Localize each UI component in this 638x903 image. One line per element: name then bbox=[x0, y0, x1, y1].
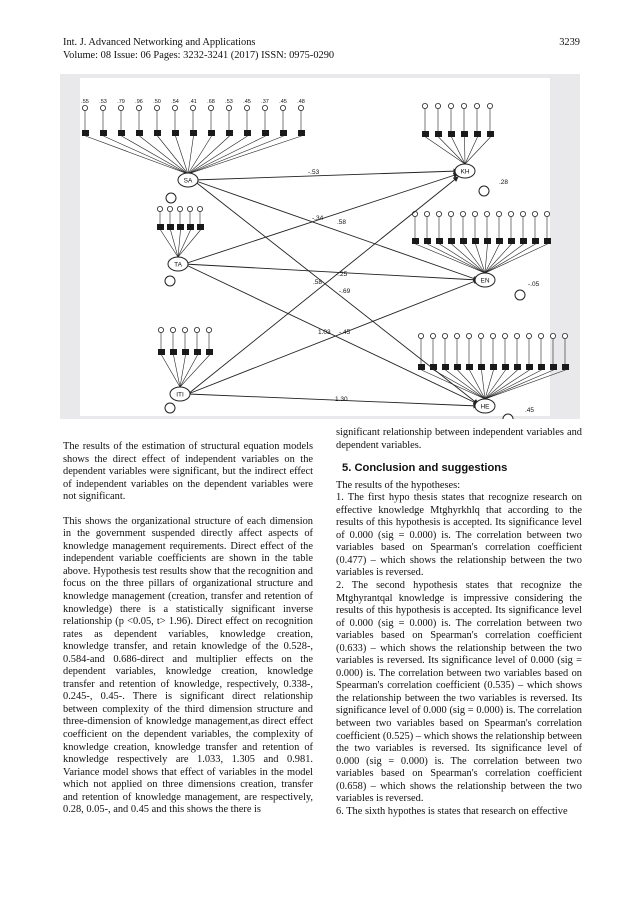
he-indicator-1 bbox=[418, 364, 425, 370]
sa-loading-label-2: .53 bbox=[99, 99, 107, 105]
kh-indicator-5 bbox=[474, 131, 481, 137]
section-heading-conclusion: 5. Conclusion and suggestions bbox=[342, 462, 508, 475]
iti-error-5 bbox=[206, 327, 211, 332]
left-text-column bbox=[63, 441, 313, 817]
kh-error-6 bbox=[487, 103, 492, 108]
dependent-he-label: HE bbox=[480, 403, 490, 411]
he-error-10 bbox=[526, 333, 531, 338]
en-indicator-1 bbox=[412, 238, 419, 244]
ta-indicator-3 bbox=[177, 224, 184, 230]
he-error-3 bbox=[442, 333, 447, 338]
error-circle-kh bbox=[479, 186, 489, 196]
he-indicator-3 bbox=[442, 364, 449, 370]
en-indicator-2 bbox=[424, 238, 431, 244]
he-indicator-11 bbox=[538, 364, 545, 370]
ta-error-3 bbox=[177, 206, 182, 211]
en-indicator-7 bbox=[484, 238, 491, 244]
ta-error-2 bbox=[167, 206, 172, 211]
he-error-11 bbox=[538, 333, 543, 338]
iti-indicator-3 bbox=[182, 349, 189, 355]
en-error-10 bbox=[520, 211, 525, 216]
en-indicator-10 bbox=[520, 238, 527, 244]
en-error-11 bbox=[532, 211, 537, 216]
en-error-8 bbox=[496, 211, 501, 216]
he-error-9 bbox=[514, 333, 519, 338]
label-ta-en: -.25 bbox=[336, 271, 348, 278]
en-indicator-4 bbox=[448, 238, 455, 244]
kh-error-1 bbox=[422, 103, 427, 108]
latent-iti-label: ITI bbox=[176, 391, 184, 399]
en-error-5 bbox=[460, 211, 465, 216]
error-circle-ta bbox=[165, 276, 175, 286]
en-error-1 bbox=[412, 211, 417, 216]
he-indicator-13 bbox=[562, 364, 569, 370]
error-circle-en bbox=[515, 290, 525, 300]
dependent-en-label: EN bbox=[480, 277, 490, 285]
ta-indicator-5 bbox=[197, 224, 204, 230]
he-indicator-6 bbox=[478, 364, 485, 370]
he-error-12 bbox=[550, 333, 555, 338]
sa-loading-label-12: .45 bbox=[279, 99, 287, 105]
sa-error-2 bbox=[100, 105, 105, 110]
sa-indicator-6 bbox=[172, 130, 179, 136]
sa-loading-label-1: .55 bbox=[81, 99, 89, 105]
ta-error-1 bbox=[157, 206, 162, 211]
en-error-4 bbox=[448, 211, 453, 216]
en-error-6 bbox=[472, 211, 477, 216]
en-indicator-5 bbox=[460, 238, 467, 244]
iti-indicator-1 bbox=[158, 349, 165, 355]
he-indicator-4 bbox=[454, 364, 461, 370]
sa-error-8 bbox=[208, 105, 213, 110]
sa-error-1 bbox=[82, 105, 87, 110]
sa-error-10 bbox=[244, 105, 249, 110]
dependent-kh-label: KH bbox=[460, 168, 470, 176]
sa-loading-label-5: .50 bbox=[153, 99, 161, 105]
kh-error-3 bbox=[448, 103, 453, 108]
sa-indicator-12 bbox=[280, 130, 287, 136]
hypothesis-1: 1. The first hypo thesis states that recognize research on effective knowledge Mtghyrkhlq that according to the results of this hypothesis is accepted. Its significance level of 0.000 (sig = 0.000) is. The correlation between two variables based on Spearman's correlation coefficient (0.477) – which shows the relationship between the two variables is reversed. bbox=[336, 492, 582, 579]
ta-indicator-2 bbox=[167, 224, 174, 230]
he-error-6 bbox=[478, 333, 483, 338]
sa-error-11 bbox=[262, 105, 267, 110]
sa-indicator-5 bbox=[154, 130, 161, 136]
hypotheses-intro: The results of the hypotheses: bbox=[336, 479, 461, 491]
sa-indicator-8 bbox=[208, 130, 215, 136]
he-indicator-7 bbox=[490, 364, 497, 370]
hypothesis-6: 6. The sixth hypothes is states that research on effective bbox=[336, 805, 568, 817]
right-text-column bbox=[336, 427, 582, 818]
ta-error-4 bbox=[187, 206, 192, 211]
he-indicator-10 bbox=[526, 364, 533, 370]
sa-loading-label-13: .48 bbox=[297, 99, 305, 105]
he-indicator-8 bbox=[502, 364, 509, 370]
ta-indicator-1 bbox=[157, 224, 164, 230]
volume-info: Volume: 08 Issue: 06 Pages: 3232-3241 (2017) ISSN: 0975-0290 bbox=[63, 50, 335, 61]
sa-indicator-11 bbox=[262, 130, 269, 136]
sem-path-diagram bbox=[60, 74, 580, 419]
hypothesis-2: 2. The second hypothesis states that recognize the Mtghyrantqal knowledge is impressive considering the results of this hypothesis is accepted. Its significance level of 0.000 (sig = 0.000) is. The correlation between two variables based on Spearman's correlation coefficient (0.633) – which shows the relationship between the two variables is reversed. Its significance level of 0.000 (sig = 0.000) is. The correlation between two variables based on Spearman's correlation coefficient (0.535) – which shows the relationship between the two variables is reversed. Its significance level of 0.000 (sig = 0.000) is. The correlation between two variables based on Spearman's correlation coefficient (0.525) – which shows the relationship between the two variables is reversed. Its significance level of 0.000 (sig = 0.000) is. The correlation between two variables based on Spearman's correlation coefficient (0.658) – which shows the relationship between the two variables is reversed. bbox=[336, 580, 582, 805]
he-error-1 bbox=[418, 333, 423, 338]
en-indicator-8 bbox=[496, 238, 503, 244]
label-en-err: -.05 bbox=[528, 281, 540, 288]
iti-error-3 bbox=[182, 327, 187, 332]
paragraph-results: The results of the estimation of structural equation models shows the direct effect of independent variables on the dependent variables were significant, but the indirect effect of independent variables on the dependent variables were not significant. bbox=[63, 441, 313, 503]
sa-indicator-13 bbox=[298, 130, 305, 136]
en-indicator-6 bbox=[472, 238, 479, 244]
sa-error-6 bbox=[172, 105, 177, 110]
sa-indicator-10 bbox=[244, 130, 251, 136]
sa-error-12 bbox=[280, 105, 285, 110]
label-sa-kh: -.53 bbox=[308, 169, 320, 176]
label-kh-err: .28 bbox=[499, 179, 509, 186]
en-indicator-11 bbox=[532, 238, 539, 244]
kh-error-5 bbox=[474, 103, 479, 108]
sa-error-9 bbox=[226, 105, 231, 110]
sa-indicator-2 bbox=[100, 130, 107, 136]
iti-error-2 bbox=[170, 327, 175, 332]
he-error-2 bbox=[430, 333, 435, 338]
label-ta-kh: -.34 bbox=[312, 215, 324, 222]
he-error-7 bbox=[490, 333, 495, 338]
label-sa-en: .58 bbox=[337, 219, 347, 226]
kh-indicator-3 bbox=[448, 131, 455, 137]
sa-indicator-4 bbox=[136, 130, 143, 136]
sa-error-7 bbox=[190, 105, 195, 110]
en-error-12 bbox=[544, 211, 549, 216]
sa-loading-label-8: .68 bbox=[207, 99, 215, 105]
latent-sa-label: SA bbox=[183, 177, 193, 185]
en-indicator-9 bbox=[508, 238, 515, 244]
sa-loading-label-9: .53 bbox=[225, 99, 233, 105]
en-error-9 bbox=[508, 211, 513, 216]
en-error-2 bbox=[424, 211, 429, 216]
sa-loading-label-3: .79 bbox=[117, 99, 125, 105]
sa-indicator-9 bbox=[226, 130, 233, 136]
kh-indicator-2 bbox=[435, 131, 442, 137]
label-iti-en: -.45 bbox=[339, 329, 351, 336]
he-error-13 bbox=[562, 333, 567, 338]
paragraph-continued: significant relationship between independent variables and dependent variables. bbox=[336, 427, 582, 451]
sa-indicator-1 bbox=[82, 130, 89, 136]
label-ta-he: .58 bbox=[313, 279, 323, 286]
page-number: 3239 bbox=[559, 37, 580, 48]
en-error-7 bbox=[484, 211, 489, 216]
sa-loading-label-10: .45 bbox=[243, 99, 251, 105]
sa-loading-label-7: .41 bbox=[189, 99, 197, 105]
iti-indicator-2 bbox=[170, 349, 177, 355]
sa-indicator-3 bbox=[118, 130, 125, 136]
he-error-5 bbox=[466, 333, 471, 338]
label-sa-he: -.69 bbox=[339, 288, 351, 295]
label-iti-he: 1.30 bbox=[335, 396, 348, 403]
he-indicator-9 bbox=[514, 364, 521, 370]
he-error-4 bbox=[454, 333, 459, 338]
error-circle-sa bbox=[166, 193, 176, 203]
label-he-err: .45 bbox=[525, 407, 535, 414]
sa-loading-label-11: .37 bbox=[261, 99, 269, 105]
iti-error-1 bbox=[158, 327, 163, 332]
ta-error-5 bbox=[197, 206, 202, 211]
error-circle-iti bbox=[165, 403, 175, 413]
en-indicator-12 bbox=[544, 238, 551, 244]
iti-indicator-5 bbox=[206, 349, 213, 355]
he-indicator-5 bbox=[466, 364, 473, 370]
kh-indicator-1 bbox=[422, 131, 429, 137]
kh-error-2 bbox=[435, 103, 440, 108]
sa-loading-label-4: .96 bbox=[135, 99, 143, 105]
iti-error-4 bbox=[194, 327, 199, 332]
label-iti-kh: 1.03 bbox=[318, 329, 331, 336]
running-header bbox=[63, 36, 334, 62]
he-indicator-12 bbox=[550, 364, 557, 370]
sa-error-5 bbox=[154, 105, 159, 110]
he-error-8 bbox=[502, 333, 507, 338]
kh-indicator-6 bbox=[487, 131, 494, 137]
kh-error-4 bbox=[461, 103, 466, 108]
sa-loading-label-6: .54 bbox=[171, 99, 179, 105]
sa-error-3 bbox=[118, 105, 123, 110]
sa-error-13 bbox=[298, 105, 303, 110]
en-error-3 bbox=[436, 211, 441, 216]
paragraph-structure: This shows the organizational structure of each dimension in the government suspended directly affect aspects of knowledge management requirements. Direct effect of the independent variable coefficients are shown in the table above. Hypothesis test results show that the recognition and focus on the three pillars of organizational structure and knowledge management (creation, transfer and retention of knowledge) there is a statistically significant inverse relationship (p <0.05, t> 1.96). Direct effect on recognition rates as dependent variables, knowledge creation, knowledge transfer, and retain knowledge of the 0.528-, 0.584-and 0.686-direct and multiplier effects on the dependent variables, knowledge creation, knowledge transfer and retention of knowledge, respectively, 0.338-, 0.245-, 0.45-. There is significant direct relationship between complexity of the third dimension structure and three-dimension of knowledge management,as direct effect coefficient on the dependent variables, the complexity of knowledge creation, knowledge transfer and retention of knowledge respectively are 1.033, 1.305 and 0.981. Variance model shows that effect of variables in the model which not applied on three dimensions creation, transfer and retention of knowledge management, are respectively, 0.28, 0.05-, and 0.45 and this shows the there is bbox=[63, 515, 313, 816]
ta-indicator-4 bbox=[187, 224, 194, 230]
iti-indicator-4 bbox=[194, 349, 201, 355]
en-indicator-3 bbox=[436, 238, 443, 244]
sa-indicator-7 bbox=[190, 130, 197, 136]
sa-error-4 bbox=[136, 105, 141, 110]
kh-indicator-4 bbox=[461, 131, 468, 137]
latent-ta-label: TA bbox=[174, 261, 182, 269]
journal-title: Int. J. Advanced Networking and Applications bbox=[63, 37, 256, 48]
